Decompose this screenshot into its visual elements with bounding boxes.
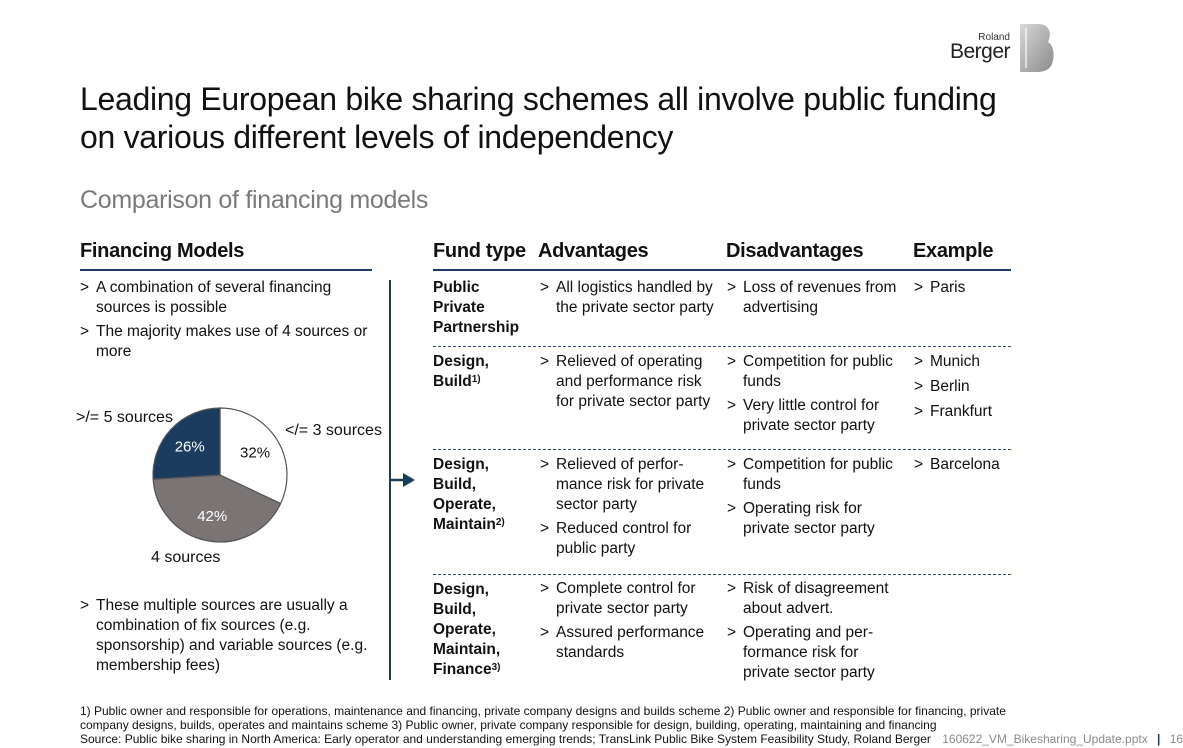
table-header-example: Example <box>913 240 994 262</box>
row-3-advantage-2 <box>540 519 736 559</box>
row-3-disadvantage-1 <box>727 455 923 495</box>
row-3-fund-line-4 <box>433 515 533 535</box>
row-2-disadvantage-2 <box>727 396 923 436</box>
table-header-fund-type: Fund type <box>433 240 526 262</box>
row-2-example-2: > Berlin <box>914 377 970 397</box>
row-4-fund-line-2: Build, <box>433 601 477 618</box>
pie-slice-label-2: 42% <box>197 507 228 525</box>
left-bullet-1 <box>80 278 386 318</box>
footnote-line-2: company designs, builds, operates and maintains scheme 3) Public owner, private company responsible for design, building, operating, maintaining and financing <box>80 718 937 732</box>
row-3-adv-1-line-2: mance risk for private <box>556 476 705 493</box>
left-bottom-line-3: sponsorship) and variable sources (e.g. <box>96 637 368 654</box>
pie-label-four: 4 sources <box>151 549 221 566</box>
row-2-fund-type <box>433 352 533 392</box>
row-divider-3 <box>433 574 1011 575</box>
row-4-fund-type <box>433 580 533 680</box>
left-bullet-2-line-1: > The majority makes use of 4 sources or <box>96 323 368 340</box>
brand-logo <box>940 28 1060 78</box>
row-4-fund-line-5-text: Finance <box>433 661 492 678</box>
row-3-example-1: > Barcelona <box>914 455 1000 475</box>
row-1-example-1: > Paris <box>914 278 965 298</box>
row-2-dis-1-line-2: funds <box>743 373 781 390</box>
row-1-fund-type <box>433 278 533 338</box>
row-2-adv-1-line-3: for private sector party <box>556 393 711 410</box>
row-3-fund-line-4-text: Maintain <box>433 516 496 533</box>
row-4-dis-2-line-2: formance risk for <box>743 644 859 661</box>
row-3-adv-1-line-3: sector party <box>556 496 637 513</box>
row-3-dis-2-line-1: > Operating risk for <box>743 500 862 517</box>
row-3-adv-2-line-1: > Reduced control for <box>556 520 692 537</box>
title-line-2: on various different levels of independency <box>80 119 674 155</box>
row-4-dis-1-line-1: > Risk of disagreement <box>743 580 889 597</box>
row-4-adv-2-line-1: > Assured performance <box>556 624 705 641</box>
brand-line1: Roland <box>978 32 1010 43</box>
page-separator: | <box>1157 732 1161 746</box>
table-header-rule <box>433 269 1011 271</box>
row-4-adv-1-line-2: private sector party <box>556 600 688 617</box>
row-1-dis-1-line-1: > Loss of revenues from <box>743 279 897 296</box>
row-4-advantage-2 <box>540 623 736 663</box>
row-1-dis-1-line-2: advertising <box>743 299 818 316</box>
left-bottom-line-4: membership fees) <box>96 657 221 674</box>
row-3-dis-1-line-2: funds <box>743 476 781 493</box>
left-bullet-2 <box>80 322 386 362</box>
row-4-advantage-1 <box>540 579 736 619</box>
row-2-adv-1-line-1: > Relieved of operating <box>556 353 703 370</box>
row-4-fund-line-3: Operate, <box>433 621 496 638</box>
row-4-disadvantage-2 <box>727 623 923 683</box>
row-1-adv-1-line-1: > All logistics handled by <box>556 279 713 296</box>
row-3-fund-line-2: Build, <box>433 476 477 493</box>
row-1-adv-1-line-2: the private sector party <box>556 299 714 316</box>
row-2-disadvantage-1 <box>727 352 923 392</box>
footnote-line-1: 1) Public owner and responsible for operations, maintenance and financing, private company designs and builds scheme 2) Public owner and responsible for financing, private <box>80 704 1006 718</box>
left-heading-rule <box>80 269 372 271</box>
row-4-disadvantage-1 <box>727 579 923 619</box>
pie-slice-label-1: 32% <box>240 444 271 462</box>
row-2-dis-2-line-2: private sector party <box>743 417 875 434</box>
row-4-fund-line-1: Design, <box>433 581 489 598</box>
brand-mark-icon <box>1018 22 1056 74</box>
row-2-example-1: > Munich <box>914 352 980 372</box>
left-bullet-1-line-1: > A combination of several financing <box>96 279 332 296</box>
row-4-fund-line-5 <box>433 660 533 680</box>
page-title <box>80 80 1040 156</box>
left-bottom-line-1: > These multiple sources are usually a <box>96 597 348 614</box>
row-3-fund-line-1: Design, <box>433 456 489 473</box>
row-3-fund-type <box>433 455 533 535</box>
row-2-fund-line-2-text: Build <box>433 373 472 390</box>
file-name: 160622_VM_Bikesharing_Update.pptx <box>942 732 1148 746</box>
row-4-dis-2-line-1: > Operating and per- <box>743 624 874 641</box>
row-2-example-3: > Frankfurt <box>914 402 992 422</box>
arrow-right-icon <box>389 471 417 489</box>
row-2-dis-2-line-1: > Very little control for <box>743 397 880 414</box>
row-4-dis-2-line-3: private sector party <box>743 664 875 681</box>
row-1-fund-line-1: Public <box>433 279 480 296</box>
footnote-source <box>80 732 1183 746</box>
row-2-advantage-1 <box>540 352 736 412</box>
left-bullet-2-line-2: more <box>96 343 132 360</box>
pie-slice-label-3: 26% <box>174 438 205 456</box>
row-3-adv-2-line-2: public party <box>556 540 636 557</box>
row-4-fund-line-4: Maintain, <box>433 641 501 658</box>
row-3-fund-line-3: Operate, <box>433 496 496 513</box>
title-line-1: Leading European bike sharing schemes all involve public funding <box>80 81 997 117</box>
row-4-footnote-ref: 3) <box>491 662 501 673</box>
source-text: Source: Public bike sharing in North America: Early operator and understanding emerging trends; TransLink Public Bike System Feasibility Study, Roland Berger <box>80 732 931 746</box>
row-1-disadvantage-1 <box>727 278 923 318</box>
row-3-adv-1-line-1: > Relieved of perfor- <box>556 456 684 473</box>
page-number: 16 <box>1169 732 1183 746</box>
pie-label-five-plus: >/= 5 sources <box>76 409 173 426</box>
row-2-footnote-ref: 1) <box>471 374 481 385</box>
row-2-dis-1-line-1: > Competition for public <box>743 353 893 370</box>
pie-label-three-less: </= 3 sources <box>285 422 382 439</box>
row-1-fund-line-2: Private <box>433 299 485 316</box>
table-header-disadvantages: Disadvantages <box>726 240 864 262</box>
row-1-advantage-1 <box>540 278 736 318</box>
row-3-disadvantage-2 <box>727 499 923 539</box>
row-3-advantage-1 <box>540 455 736 515</box>
row-2-adv-1-line-2: and performance risk <box>556 373 702 390</box>
table-header-advantages: Advantages <box>538 240 649 262</box>
row-3-footnote-ref: 2) <box>495 517 505 528</box>
left-bottom-line-2: combination of fix sources (e.g. <box>96 617 311 634</box>
left-bullet-1-line-2: sources is possible <box>96 299 227 316</box>
row-3-dis-1-line-1: > Competition for public <box>743 456 893 473</box>
row-2-fund-line-2 <box>433 372 533 392</box>
brand-line2: Berger <box>949 40 1010 63</box>
row-1-fund-line-3: Partnership <box>433 319 520 336</box>
row-3-dis-2-line-2: private sector party <box>743 520 875 537</box>
row-4-dis-1-line-2: about advert. <box>743 600 834 617</box>
row-4-adv-1-line-1: > Complete control for <box>556 580 696 597</box>
financing-models-heading: Financing Models <box>80 240 245 262</box>
page-subtitle: Comparison of financing models <box>80 186 429 214</box>
row-divider-2 <box>433 449 1011 450</box>
row-4-adv-2-line-2: standards <box>556 644 625 661</box>
row-2-fund-line-1: Design, <box>433 353 489 370</box>
row-divider-1 <box>433 346 1011 347</box>
left-bottom-bullet <box>80 596 396 676</box>
